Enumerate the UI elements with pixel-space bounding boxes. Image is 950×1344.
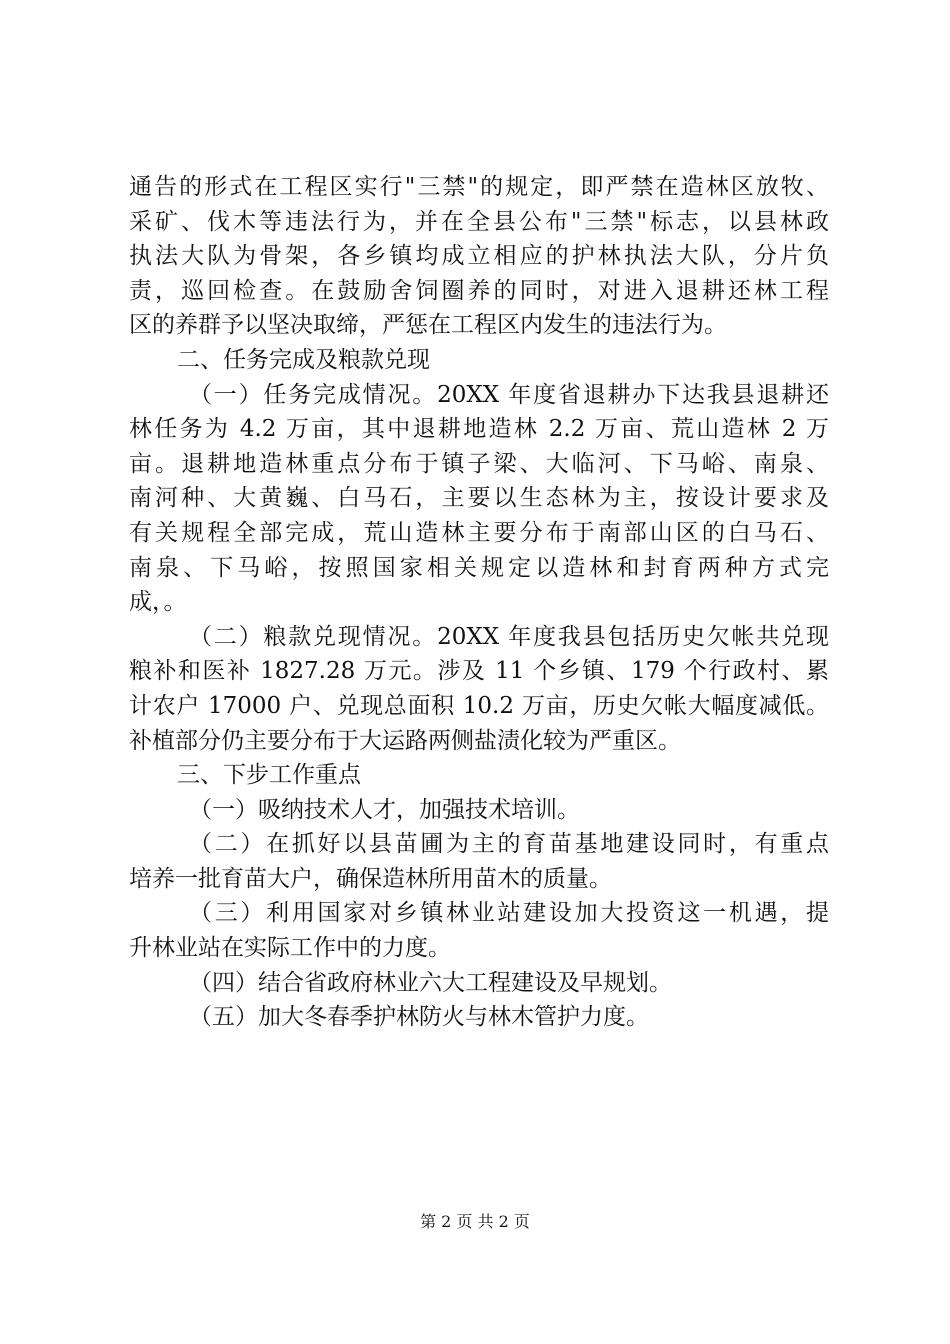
text-line: （五）加大冬春季护林防火与林木管护力度。 <box>189 1004 649 1031</box>
text-line: 培养一批育苗大户，确保造林所用苗木的质量。 <box>129 865 612 892</box>
text-line: （三）利用国家对乡镇林业站建设加大投资这一机遇，提 <box>189 900 829 927</box>
text-line: 区的养群予以坚决取缔，严惩在工程区内发生的违法行为。 <box>129 312 727 339</box>
text-line: （二）在抓好以县苗圃为主的育苗基地建设同时，有重点 <box>189 831 829 858</box>
text-line: 三、下步工作重点 <box>177 762 361 789</box>
text-line: （二）粮款兑现情况。20XX 年度我县包括历史欠帐共兑现 <box>189 623 829 650</box>
document-body <box>129 170 829 1035</box>
text-line: 计农户 17000 户、兑现总面积 10.2 万亩，历史欠帐大幅度减低。 <box>129 692 829 719</box>
text-line: 南河种、大黄巍、白马石，主要以生态林为主，按设计要求及 <box>129 485 829 512</box>
text-line: 林任务为 4.2 万亩，其中退耕地造林 2.2 万亩、荒山造林 2 万 <box>129 416 829 443</box>
text-line: （一）任务完成情况。20XX 年度省退耕办下达我县退耕还 <box>189 381 829 408</box>
text-line: 通告的形式在工程区实行"三禁"的规定，即严禁在造林区放牧、 <box>129 174 829 200</box>
text-line: 有关规程全部完成，荒山造林主要分布于南部山区的白马石、 <box>129 519 829 546</box>
text-line: 采矿、伐木等违法行为，并在全县公布"三禁"标志，以县林政 <box>129 208 829 235</box>
text-line: 责，巡回检查。在鼓励舍饲圈养的同时，对进入退耕还林工程 <box>129 277 829 304</box>
text-line: （四）结合省政府林业六大工程建设及早规划。 <box>189 969 672 996</box>
text-line: 成，。 <box>129 589 187 616</box>
text-line: 二、任务完成及粮款兑现 <box>177 346 430 373</box>
text-line: 南泉、下马峪，按照国家相关规定以造林和封育两种方式完 <box>129 554 829 581</box>
text-line: 粮补和医补 1827.28 万元。涉及 11 个乡镇、179 个行政村、累 <box>129 658 829 685</box>
page-footer: 第 2 页 共 2 页 <box>420 1212 530 1231</box>
text-line: 执法大队为骨架，各乡镇均成立相应的护林执法大队，分片负 <box>129 243 829 270</box>
text-line: 补植部分仍主要分布于大运路两侧盐渍化较为严重区。 <box>129 727 681 754</box>
text-line: 升林业站在实际工作中的力度。 <box>129 935 451 962</box>
text-line: 亩。退耕地造林重点分布于镇子梁、大临河、下马峪、南泉、 <box>129 450 829 477</box>
text-line: （一）吸纳技术人才，加强技术培训。 <box>189 796 580 823</box>
